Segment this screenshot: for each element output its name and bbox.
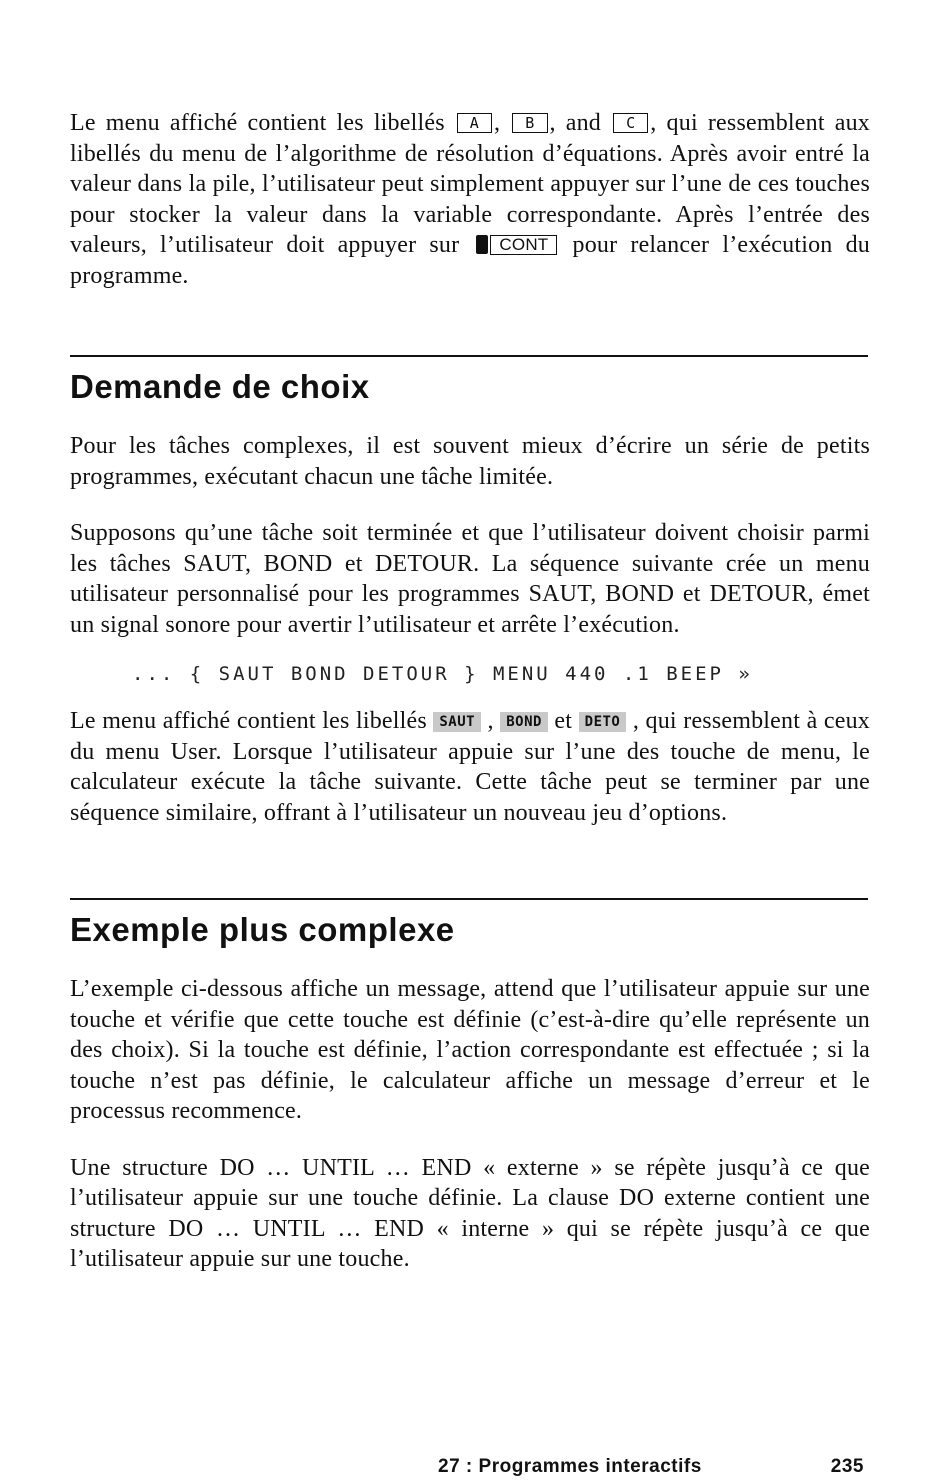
shift-key-icon bbox=[476, 235, 488, 254]
intro-text: pour relancer l’exécution du programme. bbox=[70, 232, 871, 289]
paragraph-text: , qui ressemblent à ceux du menu User. Lorsque l’utilisateur appuie sur l’une des touche de menu, le calculateur exécute la tâche suivante. Cette tâche peut se terminer par une séquence similaire, offrant à l’utilisateur un nouveau jeu d’options. bbox=[70, 708, 870, 826]
paragraph: Pour les tâches complexes, il est souvent mieux d’écrire un série de petits programmes, exécutant chacun une tâche limitée. bbox=[70, 433, 870, 490]
cont-key: CONT bbox=[490, 235, 557, 255]
intro-paragraph bbox=[70, 108, 870, 291]
section-divider bbox=[70, 355, 868, 357]
menu-label-saut: SAUT bbox=[433, 712, 481, 732]
intro-text: , and bbox=[549, 110, 612, 136]
page-footer bbox=[438, 1456, 868, 1478]
intro-text: , bbox=[494, 110, 511, 136]
intro-text: , qui ressemblent aux libellés du menu de l’algorithme de résolution d’équations. Après avoir entré la valeur dans la pile, l’utilisateur peut simplement appuyer sur l’une de ces touches pour stocker la valeur dans la variable correspondante. Après l’entrée des valeurs, l’utilisateur doit appuyer sur bbox=[70, 110, 870, 258]
menu-label-deto: DETO bbox=[579, 712, 627, 732]
page-number: 235 bbox=[830, 1456, 864, 1477]
menu-label-bond: BOND bbox=[500, 712, 548, 732]
menu-key-b: B bbox=[512, 113, 547, 133]
paragraph bbox=[70, 706, 870, 828]
menu-key-a: A bbox=[457, 113, 492, 133]
section-divider bbox=[70, 898, 868, 900]
code-listing: ... { SAUT BOND DETOUR } MENU 440 .1 BEEP » bbox=[132, 663, 753, 685]
paragraph-text: , bbox=[481, 708, 501, 734]
paragraph-text: et bbox=[547, 708, 579, 734]
paragraph-text: Le menu affiché contient les libellés bbox=[70, 708, 434, 734]
menu-key-c: C bbox=[613, 113, 648, 133]
section-title-exemple-plus-complexe: Exemple plus complexe bbox=[70, 911, 455, 948]
intro-text: Le menu affiché contient les libellés bbox=[70, 110, 455, 136]
page-content bbox=[70, 108, 870, 1275]
paragraph: Une structure DO … UNTIL … END « externe » se répète jusqu’à ce que l’utilisateur appuie sur une touche définie. La clause DO externe contient une structure DO … UNTIL … END « interne » qui se répète jusqu’à ce que l’utilisateur appuie sur une touche. bbox=[70, 1154, 870, 1272]
paragraph: L’exemple ci-dessous affiche un message, attend que l’utilisateur appuie sur une touche et vérifie que cette touche est définie (c’est-à-dire qu’elle représente un des choix). Si la touche est définie, l’action correspondante est effectuée ; si la touche n’est pas définie, le calculateur affiche un message d’erreur et le processus recommence. bbox=[70, 976, 870, 1124]
chapter-title: 27 : Programmes interactifs bbox=[438, 1456, 702, 1477]
section-title-demande-de-choix: Demande de choix bbox=[70, 368, 370, 405]
paragraph: Supposons qu’une tâche soit terminée et que l’utilisateur doivent choisir parmi les tâches SAUT, BOND et DETOUR. La séquence suivante crée un menu utilisateur personnalisé pour les programmes SAUT, BOND et DETOUR, émet un signal sonore pour avertir l’utilisateur et arrête l’exécution. bbox=[70, 520, 870, 638]
